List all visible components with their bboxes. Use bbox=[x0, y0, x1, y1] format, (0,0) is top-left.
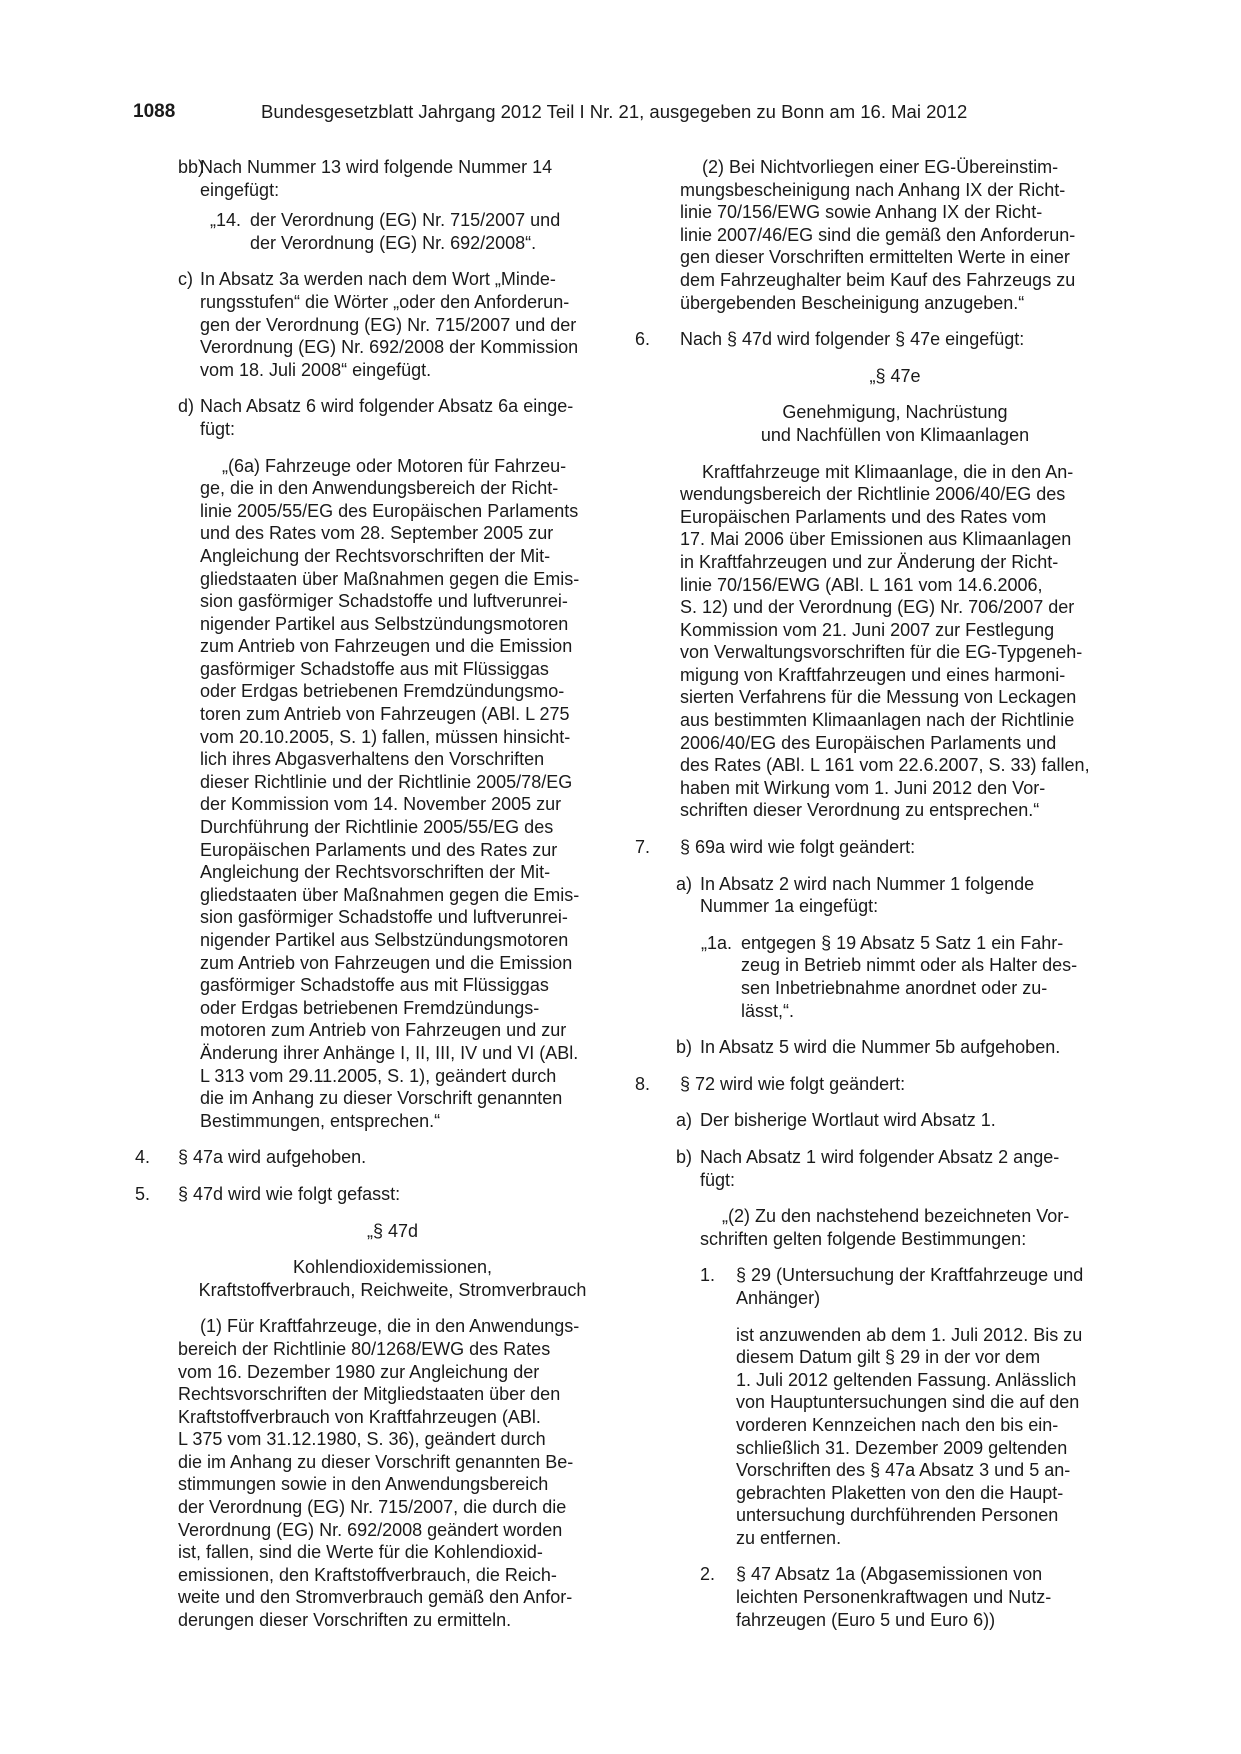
section-47d-para-2 bbox=[640, 156, 1110, 314]
text-line: zu entfernen. bbox=[736, 1527, 842, 1548]
text-line: gasförmiger Schadstoffe aus mit Flüssiggas bbox=[200, 658, 549, 679]
text-line: von Verwaltungsvorschriften für die EG-Typgeneh- bbox=[680, 642, 1083, 663]
text-line: Angleichung der Rechtsvorschriften der Mit- bbox=[200, 862, 551, 883]
absatz-2 bbox=[640, 1205, 1110, 1250]
text-line: Kraftfahrzeuge mit Klimaanlage, die in den An- bbox=[702, 461, 1074, 482]
text-line: dem Fahrzeughalter beim Kauf des Fahrzeugs zu bbox=[680, 269, 1076, 290]
item-8b bbox=[640, 1146, 1110, 1191]
text-line: vorderen Kennzeichen nach den bis ein- bbox=[736, 1414, 1059, 1435]
text-line: 2006/40/EG des Europäischen Parlaments und bbox=[680, 732, 1057, 753]
item-c-label: c) bbox=[178, 269, 193, 290]
item-4-label: 4. bbox=[135, 1147, 151, 1168]
text-line: oder Erdgas betriebenen Fremdzündungsmo- bbox=[200, 681, 565, 702]
text-line: Kommission vom 21. Juni 2007 zur Festlegung bbox=[680, 619, 1055, 640]
text-line: Änderung ihrer Anhänge I, II, III, IV und VI (ABl. bbox=[200, 1042, 579, 1063]
item-7-label: 7. bbox=[635, 837, 651, 858]
text-line: gen dieser Vorschriften ermittelten Werte in einer bbox=[680, 247, 1070, 268]
text-line: „(2) Zu den nachstehend bezeichneten Vor- bbox=[722, 1206, 1070, 1227]
text-line: schriften dieser Verordnung zu entsprechen.“ bbox=[680, 800, 1040, 821]
text-line: übergebenden Bescheinigung anzugeben.“ bbox=[680, 292, 1025, 313]
item-1a bbox=[640, 932, 1110, 1022]
item-6-label: 6. bbox=[635, 329, 651, 350]
rule-2 bbox=[640, 1563, 1110, 1631]
absatz-6a-text bbox=[200, 455, 607, 1133]
item-8a-text: Der bisherige Wortlaut wird Absatz 1. bbox=[700, 1110, 996, 1131]
rule-1-label: 1. bbox=[700, 1265, 716, 1286]
text-line: Nummer 1a eingefügt: bbox=[700, 896, 879, 917]
text-line: vom 20.10.2005, S. 1) fallen, müssen hinsicht- bbox=[200, 726, 571, 747]
text-line: lich ihres Abgasverhaltens den Vorschriften bbox=[200, 749, 545, 770]
text-line: oder Erdgas betriebenen Fremdzündungs- bbox=[200, 997, 540, 1018]
text-line: „(6a) Fahrzeuge oder Motoren für Fahrzeu- bbox=[222, 455, 567, 476]
text-line: § 47 Absatz 1a (Abgasemissionen von bbox=[736, 1564, 1043, 1585]
text-line: Bestimmungen, entsprechen.“ bbox=[200, 1110, 441, 1131]
item-7a-label: a) bbox=[676, 873, 693, 894]
text-line: linie 2005/55/EG des Europäischen Parlaments bbox=[200, 500, 579, 521]
item-8-label: 8. bbox=[635, 1073, 651, 1094]
text-line: sierten Verfahrens für die Messung von Leckagen bbox=[680, 687, 1077, 708]
section-47d-para-1 bbox=[135, 1315, 607, 1631]
item-8b-text bbox=[700, 1146, 1110, 1191]
text-line: zeug in Betrieb nimmt oder als Halter des- bbox=[741, 955, 1078, 976]
item-1a-text bbox=[741, 932, 1110, 1022]
text-line: schließlich 31. Dezember 2009 geltenden bbox=[736, 1437, 1068, 1458]
text-line: gebrachten Plaketten von den die Haupt- bbox=[736, 1482, 1064, 1503]
text-line: der Verordnung (EG) Nr. 692/2008“. bbox=[250, 232, 537, 253]
running-header bbox=[133, 101, 1113, 127]
rule-1-title bbox=[736, 1264, 1110, 1309]
item-8a-label: a) bbox=[676, 1110, 693, 1131]
item-5-label: 5. bbox=[135, 1183, 151, 1204]
item-8a bbox=[640, 1109, 1110, 1132]
item-8-text: § 72 wird wie folgt geändert: bbox=[680, 1073, 906, 1094]
text-line: haben mit Wirkung vom 1. Juni 2012 den Vor- bbox=[680, 777, 1046, 798]
text-line: gliedstaaten über Maßnahmen gegen die Emis- bbox=[200, 884, 580, 905]
item-8b-label: b) bbox=[676, 1146, 693, 1167]
text-line: fahrzeugen (Euro 5 und Euro 6)) bbox=[736, 1609, 996, 1630]
text-line: der Verordnung (EG) Nr. 715/2007, die durch die bbox=[178, 1497, 567, 1518]
text-line: dieser Richtlinie und der Richtlinie 2005/78/EG bbox=[200, 771, 573, 792]
text-line: Nach Absatz 6 wird folgender Absatz 6a einge- bbox=[200, 396, 574, 417]
text-line: wendungsbereich der Richtlinie 2006/40/EG des bbox=[680, 484, 1066, 505]
text-line: und des Rates vom 28. September 2005 zur bbox=[200, 523, 554, 544]
text-line: L 375 vom 31.12.1980, S. 36), geändert durch bbox=[178, 1429, 546, 1450]
left-column bbox=[135, 156, 607, 1632]
text-line: Genehmigung, Nachrüstung bbox=[782, 402, 1008, 423]
text-line: Nach Nummer 13 wird folgende Nummer 14 bbox=[200, 157, 553, 177]
text-line: S. 12) und der Verordnung (EG) Nr. 706/2007 der bbox=[680, 597, 1075, 618]
section-47d-title bbox=[135, 1256, 607, 1301]
item-7a-text bbox=[700, 873, 1110, 918]
item-8 bbox=[635, 1073, 1110, 1096]
item-14-text bbox=[250, 209, 607, 254]
text-line: die im Anhang zu dieser Vorschrift genannten bbox=[200, 1088, 563, 1109]
text-line: Europäischen Parlaments und des Rates vom bbox=[680, 506, 1047, 527]
text-line: fügt: bbox=[700, 1169, 736, 1190]
text-line: zum Antrieb von Fahrzeugen und die Emission bbox=[200, 636, 573, 657]
text-line: ist, fallen, sind die Werte für die Kohlendioxid- bbox=[178, 1542, 543, 1563]
text-line: stimmungen sowie in den Anwendungsbereich bbox=[178, 1474, 549, 1495]
text-line: Kraftstoffverbrauch von Kraftfahrzeugen (ABl. bbox=[178, 1406, 541, 1427]
item-c bbox=[135, 268, 607, 381]
text-line: § 29 (Untersuchung der Kraftfahrzeuge und bbox=[736, 1265, 1084, 1286]
text-line: linie 70/156/EWG sowie Anhang IX der Richt- bbox=[680, 202, 1043, 223]
item-6 bbox=[635, 328, 1110, 351]
text-line: Anhänger) bbox=[736, 1287, 821, 1308]
text-line: 17. Mai 2006 über Emissionen aus Klimaanlagen bbox=[680, 529, 1072, 550]
text-line: Kraftstoffverbrauch, Reichweite, Stromverbrauch bbox=[198, 1279, 587, 1300]
item-7b bbox=[640, 1036, 1110, 1059]
text-line: schriften gelten folgende Bestimmungen: bbox=[700, 1228, 1027, 1249]
item-c-text bbox=[200, 268, 607, 381]
item-4-text: § 47a wird aufgehoben. bbox=[178, 1147, 367, 1168]
text-line: des Rates (ABl. L 161 vom 22.6.2007, S. 33) fallen, bbox=[680, 755, 1090, 776]
text-line: gliedstaaten über Maßnahmen gegen die Emis- bbox=[200, 568, 580, 589]
text-line: sen Inbetriebnahme anordnet oder zu- bbox=[741, 978, 1048, 998]
text-line: aus bestimmten Klimaanlagen nach der Richtlinie bbox=[680, 710, 1075, 731]
item-bb-text bbox=[200, 156, 607, 201]
text-line: mungsbescheinigung nach Anhang IX der Richt- bbox=[680, 179, 1066, 200]
item-14-label: „14. bbox=[210, 210, 242, 231]
item-7-text: § 69a wird wie folgt geändert: bbox=[680, 837, 916, 858]
text-line: der Verordnung (EG) Nr. 715/2007 und bbox=[250, 210, 561, 231]
text-line: Verordnung (EG) Nr. 692/2008 geändert worden bbox=[178, 1519, 563, 1540]
item-14 bbox=[135, 209, 607, 254]
item-7b-label: b) bbox=[676, 1037, 693, 1058]
text-line: untersuchung durchführenden Personen bbox=[736, 1505, 1059, 1526]
absatz-6a bbox=[135, 455, 607, 1133]
rule-2-title bbox=[736, 1563, 1110, 1631]
page-number: 1088 bbox=[133, 101, 176, 122]
text-line: Kohlendioxidemissionen, bbox=[292, 1257, 493, 1278]
rule-2-label: 2. bbox=[700, 1564, 716, 1585]
text-line: In Absatz 3a werden nach dem Wort „Minde- bbox=[200, 269, 556, 290]
section-47e-body bbox=[640, 461, 1110, 823]
rule-1-body bbox=[640, 1324, 1110, 1550]
text-line: Durchführung der Richtlinie 2005/55/EG des bbox=[200, 817, 554, 838]
text-line: rungsstufen“ die Wörter „oder den Anforderun- bbox=[200, 291, 570, 312]
text-line: Europäischen Parlaments und des Rates zur bbox=[200, 839, 558, 860]
text-line: Rechtsvorschriften der Mitgliedstaaten über den bbox=[178, 1384, 561, 1405]
text-line: nigender Partikel aus Selbstzündungsmotoren bbox=[200, 930, 569, 950]
text-line: von Hauptuntersuchungen sind die auf den bbox=[736, 1392, 1080, 1413]
text-line: toren zum Antrieb von Fahrzeugen (ABl. L 275 bbox=[200, 704, 570, 725]
text-line: linie 2007/46/EG sind die gemäß den Anforderun- bbox=[680, 224, 1076, 245]
text-line: eingefügt: bbox=[200, 179, 280, 200]
text-line: bereich der Richtlinie 80/1268/EWG des Rates bbox=[178, 1338, 551, 1359]
text-line: lässt,“. bbox=[741, 1000, 795, 1021]
text-line: weite und den Stromverbrauch gemäß den Anfor- bbox=[178, 1587, 573, 1608]
item-7a bbox=[640, 873, 1110, 918]
section-47d-heading: „§ 47d bbox=[366, 1220, 419, 1241]
absatz-2-text bbox=[700, 1205, 1110, 1250]
item-4 bbox=[135, 1146, 607, 1169]
item-7 bbox=[635, 836, 1110, 859]
item-d-label: d) bbox=[178, 396, 195, 417]
text-line: der Kommission vom 14. November 2005 zur bbox=[200, 794, 562, 815]
text-line: 1. Juli 2012 geltenden Fassung. Anlässlich bbox=[736, 1369, 1077, 1390]
text-line: entgegen § 19 Absatz 5 Satz 1 ein Fahr- bbox=[741, 932, 1064, 953]
item-d bbox=[135, 395, 607, 440]
text-line: Nach Absatz 1 wird folgender Absatz 2 ange- bbox=[700, 1146, 1060, 1167]
item-7b-text: In Absatz 5 wird die Nummer 5b aufgehoben. bbox=[700, 1037, 1061, 1058]
text-line: diesem Datum gilt § 29 in der vor dem bbox=[736, 1347, 1041, 1368]
text-line: linie 70/156/EWG (ABl. L 161 vom 14.6.2006, bbox=[680, 574, 1043, 595]
text-line: ist anzuwenden ab dem 1. Juli 2012. Bis zu bbox=[736, 1324, 1083, 1345]
section-47e-title bbox=[640, 401, 1110, 446]
right-column bbox=[635, 156, 1110, 1631]
text-line: Angleichung der Rechtsvorschriften der Mit- bbox=[200, 545, 551, 566]
text-line: In Absatz 2 wird nach Nummer 1 folgende bbox=[700, 873, 1035, 894]
text-line: (2) Bei Nichtvorliegen einer EG-Übereinstim- bbox=[702, 157, 1059, 177]
rule-1 bbox=[640, 1264, 1110, 1309]
text-line: leichten Personenkraftwagen und Nutz- bbox=[736, 1587, 1052, 1608]
section-47e-heading: „§ 47e bbox=[869, 365, 921, 386]
text-line: in Kraftfahrzeugen und zur Änderung der Richt- bbox=[680, 551, 1059, 572]
text-line: (1) Für Kraftfahrzeuge, die in den Anwendungs- bbox=[200, 1316, 580, 1337]
text-line: emissionen, den Kraftstoffverbrauch, die Reich- bbox=[178, 1564, 557, 1585]
text-line: vom 16. Dezember 1980 zur Angleichung der bbox=[178, 1361, 540, 1382]
text-line: motoren zum Antrieb von Fahrzeugen und zur bbox=[200, 1020, 567, 1041]
text-line: Verordnung (EG) Nr. 692/2008 der Kommission bbox=[200, 337, 579, 358]
text-line: und Nachfüllen von Klimaanlagen bbox=[760, 424, 1030, 445]
text-line: die im Anhang zu dieser Vorschrift genannten Be- bbox=[178, 1451, 574, 1472]
text-line: sion gasförmiger Schadstoffe und luftverunrei- bbox=[200, 907, 568, 928]
gazette-title: Bundesgesetzblatt Jahrgang 2012 Teil I Nr. 21, ausgegeben zu Bonn am 16. Mai 2012 bbox=[261, 101, 968, 122]
text-line: vom 18. Juli 2008“ eingefügt. bbox=[200, 359, 432, 380]
item-6-text: Nach § 47d wird folgender § 47e eingefügt: bbox=[680, 329, 1025, 350]
text-line: sion gasförmiger Schadstoffe und luftverunrei- bbox=[200, 591, 568, 612]
text-line: Vorschriften des § 47a Absatz 3 und 5 an- bbox=[736, 1460, 1071, 1481]
item-bb bbox=[135, 156, 607, 201]
text-line: ge, die in den Anwendungsbereich der Richt- bbox=[200, 478, 559, 499]
text-line: derungen dieser Vorschriften zu ermitteln. bbox=[178, 1610, 512, 1631]
item-bb-label: bb) bbox=[178, 157, 205, 177]
text-line: fügt: bbox=[200, 418, 236, 439]
text-line: zum Antrieb von Fahrzeugen und die Emission bbox=[200, 952, 573, 973]
text-line: gen der Verordnung (EG) Nr. 715/2007 und der bbox=[200, 314, 577, 335]
item-5-text: § 47d wird wie folgt gefasst: bbox=[178, 1183, 401, 1204]
text-line: L 313 vom 29.11.2005, S. 1), geändert durch bbox=[200, 1065, 557, 1086]
item-5 bbox=[135, 1183, 607, 1206]
item-1a-label: „1a. bbox=[701, 932, 733, 953]
text-line: migung von Kraftfahrzeugen und eines harmoni- bbox=[680, 664, 1066, 685]
text-line: nigender Partikel aus Selbstzündungsmotoren bbox=[200, 613, 569, 634]
item-d-text bbox=[200, 395, 607, 440]
text-line: gasförmiger Schadstoffe aus mit Flüssiggas bbox=[200, 975, 549, 996]
